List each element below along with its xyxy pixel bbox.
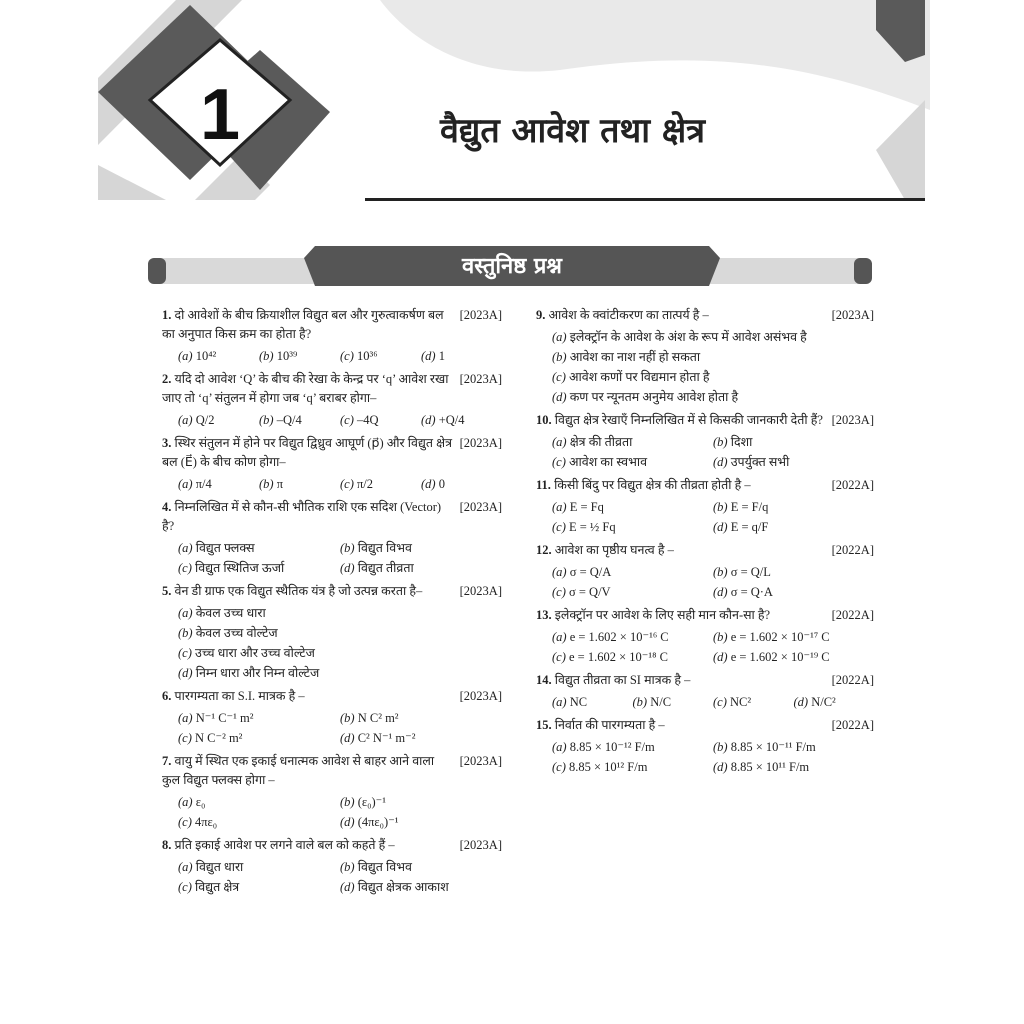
- question-text-block: [162, 434, 502, 472]
- option-text: NC: [569, 695, 588, 709]
- option-text: 8.85 × 10¹¹ F/m: [730, 760, 810, 774]
- question-year: [2023A]: [831, 308, 874, 322]
- question-item: [162, 687, 502, 748]
- option-text: E = q/F: [730, 520, 769, 534]
- question-number: 1.: [162, 308, 172, 322]
- question-text: विद्युत तीव्रता का SI मात्रक है –: [554, 673, 691, 687]
- option-text: 8.85 × 10⁻¹¹ F/m: [730, 740, 816, 754]
- answer-option: [340, 793, 502, 812]
- question-item: [536, 671, 874, 712]
- question-text: किसी बिंदु पर विद्युत क्षेत्र की तीव्रता होती है –: [554, 478, 751, 492]
- answer-option: [340, 411, 421, 430]
- answer-option: [552, 758, 713, 777]
- option-text: σ = Q/A: [569, 565, 612, 579]
- option-text: आवेश कणों पर विद्यमान होता है: [569, 370, 710, 384]
- question-item: [536, 541, 874, 602]
- option-label: (c): [340, 413, 354, 427]
- options-list: [536, 498, 874, 537]
- answer-option: [552, 583, 713, 602]
- question-item: [162, 370, 502, 430]
- question-number: 5.: [162, 584, 172, 598]
- question-text-block: [536, 716, 874, 735]
- option-text: E = F/q: [730, 500, 769, 514]
- question-text-block: [162, 370, 502, 408]
- option-text: 8.85 × 10⁻¹² F/m: [569, 740, 655, 754]
- option-label: (b): [632, 695, 648, 709]
- question-item: [162, 752, 502, 832]
- answer-option: [178, 793, 340, 812]
- option-label: (d): [340, 731, 355, 745]
- question-text-block: [536, 541, 874, 560]
- options-list: [162, 475, 502, 494]
- answer-option: [340, 813, 502, 832]
- question-item: [536, 411, 874, 472]
- option-label: (b): [340, 541, 355, 555]
- option-label: (c): [178, 815, 192, 829]
- question-year: [2023A]: [459, 372, 502, 386]
- option-label: (a): [178, 795, 193, 809]
- answer-option: [633, 693, 714, 712]
- answer-option: [178, 729, 340, 748]
- question-text-block: [536, 476, 874, 495]
- option-text: +Q/4: [438, 413, 465, 427]
- option-text: विद्युत तीव्रता: [357, 561, 414, 575]
- option-text: N C² m²: [357, 711, 399, 725]
- answer-option: [552, 368, 874, 387]
- title-underline: [365, 198, 925, 201]
- question-year: [2023A]: [459, 584, 502, 598]
- question-item: [162, 582, 502, 683]
- option-label: (d): [421, 413, 436, 427]
- option-text: 8.85 × 10¹² F/m: [569, 760, 648, 774]
- questions-right-column: [536, 306, 874, 781]
- options-list: [162, 793, 502, 832]
- answer-option: [178, 878, 340, 897]
- question-text: यदि दो आवेश ‘Q’ के बीच की रेखा के केन्द्र पर ‘q’ आवेश रखा जाए तो ‘q’ संतुलन में होगा जब ‘q’ बराबर होगा–: [162, 372, 449, 405]
- option-label: (c): [178, 646, 192, 660]
- answer-option: [340, 475, 421, 494]
- question-number: 15.: [536, 718, 552, 732]
- option-text: विद्युत क्षेत्रक आकाश: [357, 880, 449, 894]
- question-text-block: [536, 306, 874, 325]
- option-text: e = 1.602 × 10⁻¹⁹ C: [730, 650, 830, 664]
- option-label: (d): [421, 477, 436, 491]
- question-text-block: [536, 606, 874, 625]
- question-text-block: [162, 582, 502, 601]
- option-text: क्षेत्र की तीव्रता: [569, 435, 633, 449]
- answer-option: [178, 813, 340, 832]
- option-label: (d): [793, 695, 809, 709]
- option-label: (c): [713, 695, 727, 709]
- option-text: π/2: [357, 477, 374, 491]
- option-label: (a): [552, 330, 567, 344]
- question-number: 8.: [162, 838, 172, 852]
- option-label: (a): [552, 565, 567, 579]
- option-text: ε₀: [195, 795, 206, 809]
- option-text: –4Q: [357, 413, 379, 427]
- option-text: (ε₀)⁻¹: [357, 795, 386, 809]
- question-number: 14.: [536, 673, 552, 687]
- option-label: (a): [178, 711, 193, 725]
- question-item: [162, 836, 502, 897]
- option-label: (d): [713, 455, 728, 469]
- answer-option: [713, 758, 874, 777]
- option-text: आवेश का स्वभाव: [569, 455, 648, 469]
- option-text: विद्युत फ्लक्स: [195, 541, 255, 555]
- option-text: विद्युत क्षेत्र: [195, 880, 240, 894]
- option-label: (d): [421, 349, 436, 363]
- question-year: [2022A]: [831, 673, 874, 687]
- question-text: इलेक्ट्रॉन पर आवेश के लिए सही मान कौन-सा है?: [554, 608, 771, 622]
- option-label: (b): [340, 795, 355, 809]
- option-text: विद्युत विभव: [357, 541, 412, 555]
- option-label: (d): [713, 520, 728, 534]
- answer-option: [259, 411, 340, 430]
- question-year: [2023A]: [459, 754, 502, 768]
- option-text: Q/2: [195, 413, 215, 427]
- question-text: पारगम्यता का S.I. मात्रक है –: [174, 689, 305, 703]
- question-number: 2.: [162, 372, 172, 386]
- answer-option: [713, 563, 874, 582]
- question-text: निर्वात की पारगम्यता है –: [554, 718, 665, 732]
- question-number: 12.: [536, 543, 552, 557]
- question-text: वायु में स्थित एक इकाई धनात्मक आवेश से बाहर आने वाला कुल विद्युत फ्लक्स होगा –: [162, 754, 435, 787]
- answer-option: [178, 411, 259, 430]
- options-list: [162, 411, 502, 430]
- answer-option: [340, 858, 502, 877]
- header-decoration: [0, 0, 1024, 210]
- answer-option: [552, 518, 713, 537]
- option-label: (a): [178, 477, 193, 491]
- option-label: (b): [713, 630, 728, 644]
- question-text-block: [162, 836, 502, 855]
- question-text: वेन डी ग्राफ एक विद्युत स्थैतिक यंत्र है जो उत्पन्न करता है–: [174, 584, 423, 598]
- options-list: [162, 539, 502, 578]
- answer-option: [552, 453, 713, 472]
- question-text-block: [162, 752, 502, 790]
- answer-option: [178, 624, 502, 643]
- option-text: 4πε₀: [195, 815, 218, 829]
- answer-option: [178, 709, 340, 728]
- question-item: [162, 498, 502, 578]
- option-text: C² N⁻¹ m⁻²: [357, 731, 416, 745]
- answer-option: [340, 539, 502, 558]
- answer-option: [713, 518, 874, 537]
- answer-option: [340, 729, 502, 748]
- option-label: (c): [178, 880, 192, 894]
- options-list: [536, 628, 874, 667]
- option-text: N/C²: [811, 695, 836, 709]
- question-text-block: [162, 306, 502, 344]
- answer-option: [421, 475, 502, 494]
- question-year: [2023A]: [459, 689, 502, 703]
- option-text: इलेक्ट्रॉन के आवेश के अंश के रूप में आवेश असंभव है: [569, 330, 807, 344]
- option-text: E = Fq: [569, 500, 604, 514]
- answer-option: [552, 348, 874, 367]
- option-text: 0: [438, 477, 445, 491]
- question-text: आवेश के क्वांटीकरण का तात्पर्य है –: [548, 308, 709, 322]
- question-number: 3.: [162, 436, 172, 450]
- option-label: (a): [552, 435, 567, 449]
- question-year: [2023A]: [459, 436, 502, 450]
- option-text: N/C: [650, 695, 672, 709]
- option-text: π/4: [195, 477, 212, 491]
- question-number: 7.: [162, 754, 172, 768]
- question-number: 6.: [162, 689, 172, 703]
- option-text: N C⁻² m²: [195, 731, 243, 745]
- answer-option: [552, 563, 713, 582]
- question-year: [2022A]: [831, 478, 874, 492]
- option-text: दिशा: [730, 435, 753, 449]
- answer-option: [713, 583, 874, 602]
- option-label: (d): [552, 390, 567, 404]
- answer-option: [713, 738, 874, 757]
- question-number: 9.: [536, 308, 546, 322]
- question-text-block: [162, 687, 502, 706]
- option-text: e = 1.602 × 10⁻¹⁶ C: [569, 630, 669, 644]
- option-text: 1: [438, 349, 445, 363]
- options-list: [162, 604, 502, 683]
- answer-option: [340, 709, 502, 728]
- option-text: 10³⁶: [357, 349, 378, 363]
- question-text: आवेश का पृष्ठीय घनत्व है –: [554, 543, 674, 557]
- option-label: (b): [259, 477, 274, 491]
- section-heading: वस्तुनिष्ठ प्रश्न: [462, 254, 562, 279]
- option-label: (d): [340, 880, 355, 894]
- option-label: (a): [178, 541, 193, 555]
- answer-option: [713, 628, 874, 647]
- option-text: σ = Q/L: [730, 565, 771, 579]
- option-text: e = 1.602 × 10⁻¹⁸ C: [569, 650, 668, 664]
- answer-option: [259, 347, 340, 366]
- option-label: (d): [713, 760, 728, 774]
- option-label: (d): [340, 561, 355, 575]
- chapter-number: 1: [199, 75, 241, 155]
- option-text: σ = Q/V: [569, 585, 611, 599]
- question-number: 10.: [536, 413, 552, 427]
- answer-option: [552, 498, 713, 517]
- option-text: केवल उच्च धारा: [195, 606, 266, 620]
- option-label: (b): [259, 349, 274, 363]
- answer-option: [178, 664, 502, 683]
- answer-option: [552, 648, 713, 667]
- option-label: (c): [552, 455, 566, 469]
- option-label: (d): [713, 650, 728, 664]
- answer-option: [259, 475, 340, 494]
- options-list: [162, 858, 502, 897]
- question-text: विद्युत क्षेत्र रेखाएँ निम्नलिखित में से किसकी जानकारी देती हैं?: [554, 413, 823, 427]
- answer-option: [421, 411, 502, 430]
- option-label: (d): [713, 585, 728, 599]
- answer-option: [340, 878, 502, 897]
- option-label: (c): [552, 370, 566, 384]
- answer-option: [713, 693, 794, 712]
- question-text-block: [536, 411, 874, 430]
- option-label: (a): [178, 349, 193, 363]
- answer-option: [552, 388, 874, 407]
- option-text: NC²: [730, 695, 752, 709]
- option-label: (b): [178, 626, 193, 640]
- question-text: प्रति इकाई आवेश पर लगने वाले बल को कहते हैं –: [174, 838, 395, 852]
- answer-option: [713, 433, 874, 452]
- option-label: (d): [340, 815, 355, 829]
- options-list: [162, 347, 502, 366]
- answer-option: [178, 644, 502, 663]
- options-list: [536, 563, 874, 602]
- options-list: [536, 433, 874, 472]
- option-text: 10⁴²: [195, 349, 217, 363]
- option-label: (a): [552, 695, 567, 709]
- option-text: विद्युत विभव: [357, 860, 412, 874]
- answer-option: [340, 559, 502, 578]
- answer-option: [178, 604, 502, 623]
- option-text: केवल उच्च वोल्टेज: [195, 626, 278, 640]
- answer-option: [552, 738, 713, 757]
- question-item: [162, 306, 502, 366]
- answer-option: [178, 559, 340, 578]
- question-text: स्थिर संतुलन में होने पर विद्युत द्विध्रुव आघूर्ण (p⃗) और विद्युत क्षेत्र बल (E⃗) के बीच कोण होगा–: [162, 436, 452, 469]
- option-text: निम्न धारा और निम्न वोल्टेज: [195, 666, 320, 680]
- questions-left-column: [162, 306, 502, 901]
- options-list: [536, 328, 874, 407]
- answer-option: [713, 453, 874, 472]
- option-text: e = 1.602 × 10⁻¹⁷ C: [730, 630, 830, 644]
- option-label: (b): [713, 740, 728, 754]
- answer-option: [178, 539, 340, 558]
- option-label: (b): [340, 711, 355, 725]
- option-label: (b): [713, 500, 728, 514]
- answer-option: [552, 433, 713, 452]
- answer-option: [178, 858, 340, 877]
- chapter-title: वैद्युत आवेश तथा क्षेत्र: [440, 111, 706, 151]
- options-list: [162, 709, 502, 748]
- option-label: (a): [178, 606, 193, 620]
- question-text-block: [162, 498, 502, 536]
- option-label: (c): [552, 760, 566, 774]
- question-year: [2023A]: [831, 413, 874, 427]
- option-label: (b): [259, 413, 274, 427]
- option-label: (a): [178, 413, 193, 427]
- option-label: (c): [552, 650, 566, 664]
- options-list: [536, 693, 874, 712]
- option-text: उच्च धारा और उच्च वोल्टेज: [195, 646, 315, 660]
- option-text: विद्युत धारा: [195, 860, 244, 874]
- answer-option: [421, 347, 502, 366]
- question-year: [2022A]: [831, 543, 874, 557]
- question-number: 4.: [162, 500, 172, 514]
- option-text: E = ½ Fq: [569, 520, 616, 534]
- question-item: [162, 434, 502, 494]
- question-year: [2023A]: [459, 308, 502, 322]
- option-text: 10³⁹: [276, 349, 298, 363]
- question-year: [2022A]: [831, 608, 874, 622]
- option-label: (d): [178, 666, 193, 680]
- question-year: [2022A]: [831, 718, 874, 732]
- question-year: [2023A]: [459, 838, 502, 852]
- options-list: [536, 738, 874, 777]
- answer-option: [713, 498, 874, 517]
- question-number: 11.: [536, 478, 551, 492]
- option-label: (c): [178, 561, 192, 575]
- question-text: निम्नलिखित में से कौन-सी भौतिक राशि एक सदिश (Vector) है?: [162, 500, 442, 533]
- option-label: (c): [552, 585, 566, 599]
- option-label: (a): [178, 860, 193, 874]
- option-label: (a): [552, 630, 567, 644]
- question-item: [536, 606, 874, 667]
- question-item: [536, 476, 874, 537]
- question-number: 13.: [536, 608, 552, 622]
- question-item: [536, 306, 874, 407]
- option-label: (a): [552, 740, 567, 754]
- option-text: σ = Q·A: [730, 585, 773, 599]
- answer-option: [713, 648, 874, 667]
- option-text: (4πε₀)⁻¹: [357, 815, 399, 829]
- question-text: दो आवेशों के बीच क्रियाशील विद्युत बल और गुरुत्वाकर्षण बल का अनुपात किस क्रम का होता है?: [162, 308, 444, 341]
- answer-option: [340, 347, 421, 366]
- option-text: आवेश का नाश नहीं हो सकता: [569, 350, 701, 364]
- option-label: (b): [340, 860, 355, 874]
- answer-option: [794, 693, 875, 712]
- option-label: (c): [552, 520, 566, 534]
- question-text-block: [536, 671, 874, 690]
- answer-option: [552, 693, 633, 712]
- option-text: N⁻¹ C⁻¹ m²: [195, 711, 254, 725]
- option-label: (c): [340, 477, 354, 491]
- answer-option: [552, 628, 713, 647]
- option-label: (b): [552, 350, 567, 364]
- option-text: –Q/4: [276, 413, 302, 427]
- question-year: [2023A]: [459, 500, 502, 514]
- option-text: उपर्युक्त सभी: [730, 455, 790, 469]
- option-label: (a): [552, 500, 567, 514]
- option-label: (b): [713, 565, 728, 579]
- option-label: (c): [178, 731, 192, 745]
- option-label: (b): [713, 435, 728, 449]
- answer-option: [552, 328, 874, 347]
- option-text: विद्युत स्थितिज ऊर्जा: [195, 561, 285, 575]
- option-label: (c): [340, 349, 354, 363]
- option-text: π: [276, 477, 284, 491]
- answer-option: [178, 475, 259, 494]
- option-text: कण पर न्यूनतम अनुमेय आवेश होता है: [569, 390, 739, 404]
- question-item: [536, 716, 874, 777]
- answer-option: [178, 347, 259, 366]
